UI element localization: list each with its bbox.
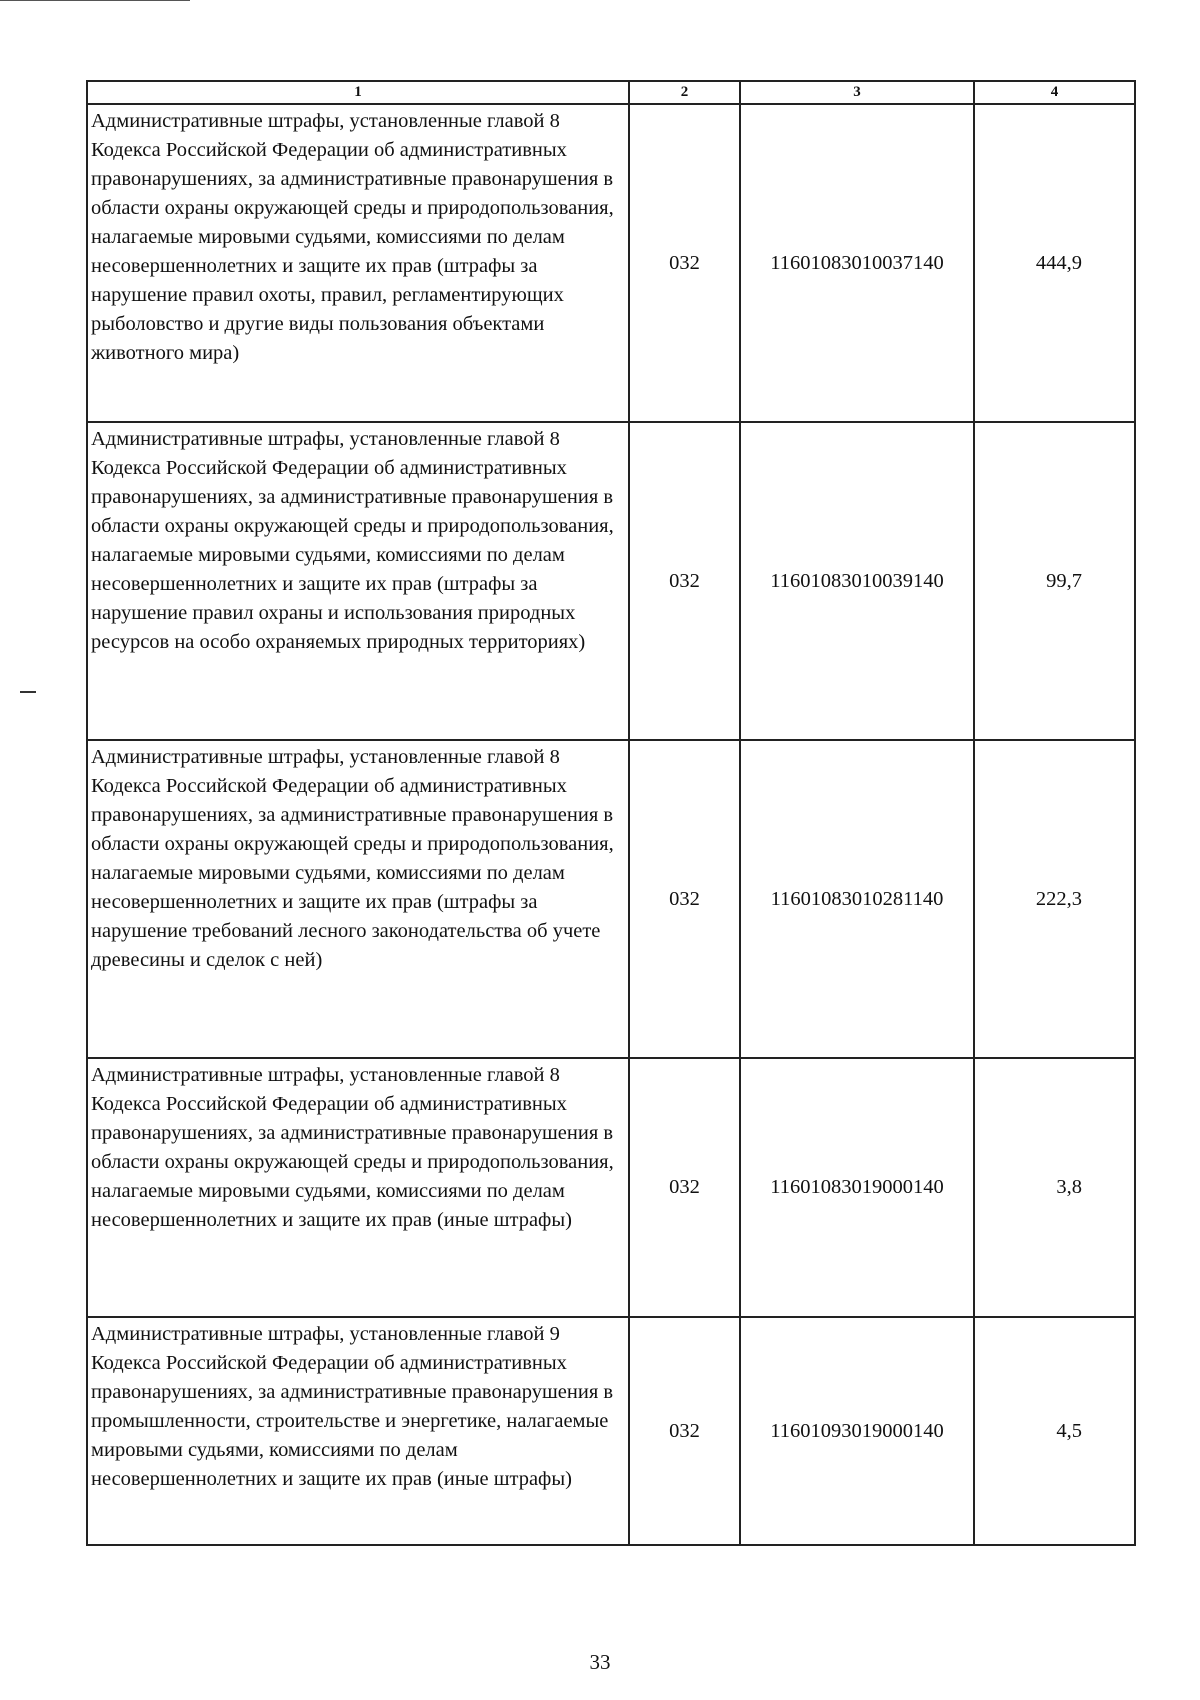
row-admin-code: 032 (629, 422, 740, 740)
row-amount: 4,5 (974, 1317, 1135, 1545)
scan-artifact-mark (20, 691, 36, 693)
row-description: Административные штрафы, установленные главой 8 Кодекса Российской Федерации об административных правонарушениях, за административные правонарушения в области охраны окружающей среды и природопользования, налагаемые мировыми судьями, комиссиями по делам несовершеннолетних и защите их прав (штрафы за нарушение требований лесного законодательства об учете древесины и сделок с ней) (87, 740, 629, 1058)
row-amount: 99,7 (974, 422, 1135, 740)
budget-table (86, 80, 1136, 1546)
column-header-2: 2 (629, 81, 740, 104)
row-description: Административные штрафы, установленные главой 8 Кодекса Российской Федерации об административных правонарушениях, за административные правонарушения в области охраны окружающей среды и природопользования, налагаемые мировыми судьями, комиссиями по делам несовершеннолетних и защите их прав (штрафы за нарушение правил охраны и использования природных ресурсов на особо охраняемых природных территориях) (87, 422, 629, 740)
column-header-4: 4 (974, 81, 1135, 104)
table-row (87, 104, 1135, 422)
row-admin-code: 032 (629, 740, 740, 1058)
table-header-row (87, 81, 1135, 104)
row-budget-code: 11601083010037140 (740, 104, 974, 422)
row-admin-code: 032 (629, 104, 740, 422)
table-row (87, 422, 1135, 740)
row-description: Административные штрафы, установленные главой 9 Кодекса Российской Федерации об административных правонарушениях, за административные правонарушения в промышленности, строительстве и энергетике, налагаемые мировыми судьями, комиссиями по делам несовершеннолетних и защите их прав (иные штрафы) (87, 1317, 629, 1545)
column-header-3: 3 (740, 81, 974, 104)
row-admin-code: 032 (629, 1058, 740, 1317)
row-budget-code: 11601083010039140 (740, 422, 974, 740)
row-description: Административные штрафы, установленные главой 8 Кодекса Российской Федерации об административных правонарушениях, за административные правонарушения в области охраны окружающей среды и природопользования, налагаемые мировыми судьями, комиссиями по делам несовершеннолетних и защите их прав (штрафы за нарушение правил охоты, правил, регламентирующих рыболовство и другие виды пользования объектами животного мира) (87, 104, 629, 422)
row-amount: 444,9 (974, 104, 1135, 422)
row-description: Административные штрафы, установленные главой 8 Кодекса Российской Федерации об административных правонарушениях, за административные правонарушения в области охраны окружающей среды и природопользования, налагаемые мировыми судьями, комиссиями по делам несовершеннолетних и защите их прав (иные штрафы) (87, 1058, 629, 1317)
column-header-1: 1 (87, 81, 629, 104)
row-budget-code: 11601083010281140 (740, 740, 974, 1058)
row-budget-code: 11601093019000140 (740, 1317, 974, 1545)
row-budget-code: 11601083019000140 (740, 1058, 974, 1317)
page-number: 33 (589, 1650, 611, 1674)
table-row (87, 740, 1135, 1058)
row-amount: 3,8 (974, 1058, 1135, 1317)
table-row (87, 1317, 1135, 1545)
scan-artifact-line (0, 0, 190, 1)
table-row (87, 1058, 1135, 1317)
row-admin-code: 032 (629, 1317, 740, 1545)
row-amount: 222,3 (974, 740, 1135, 1058)
